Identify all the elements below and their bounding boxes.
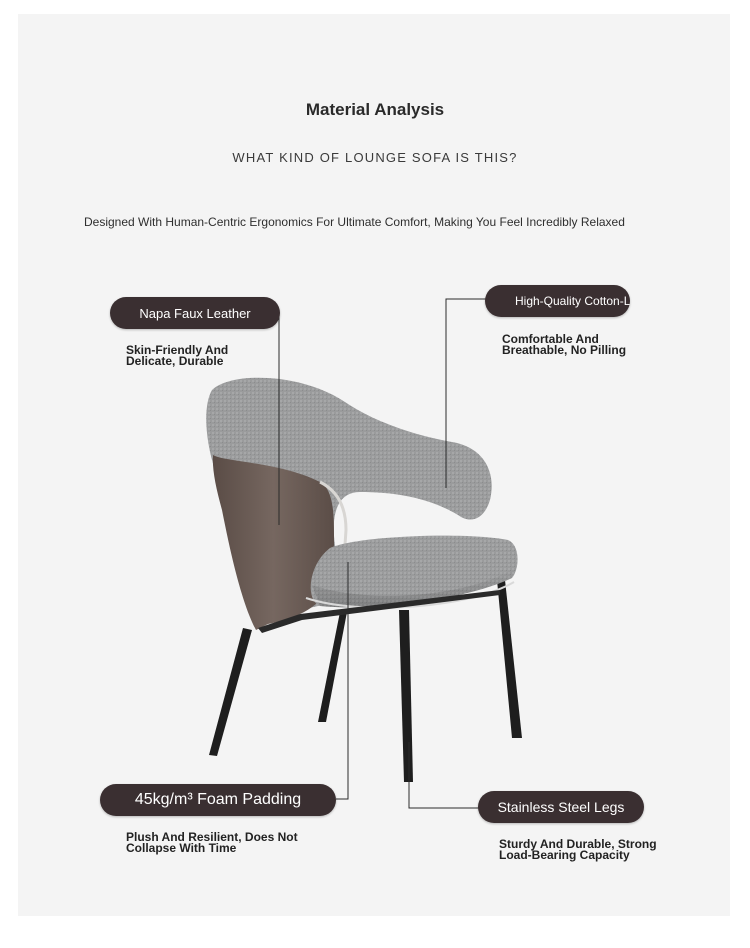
foam-label: 45kg/m³ Foam Padding bbox=[134, 791, 302, 808]
cotton-description: Comfortable And Breathable, No Pilling bbox=[502, 332, 627, 357]
leather-description: Skin-Friendly And Delicate, Durable bbox=[126, 343, 229, 368]
legs-description: Sturdy And Durable, Strong Load-Bearing Capacity bbox=[499, 837, 657, 862]
page-subtitle: WHAT KIND OF LOUNGE SOFA IS THIS? bbox=[232, 150, 518, 165]
cotton-label: High-Quality Cotton-L bbox=[515, 294, 630, 308]
leather-label-pill bbox=[110, 297, 280, 329]
leather-label: Napa Faux Leather bbox=[139, 305, 251, 321]
cotton-label-pill bbox=[485, 285, 630, 317]
foam-label-pill bbox=[100, 784, 336, 816]
front-legs bbox=[209, 610, 413, 782]
legs-label: Stainless Steel Legs bbox=[497, 799, 625, 815]
tagline: Designed With Human-Centric Ergonomics For Ultimate Comfort, Making You Feel Incredibly Relaxed bbox=[84, 215, 625, 229]
page-title: Material Analysis bbox=[305, 100, 445, 119]
foam-description: Plush And Resilient, Does Not Collapse With Time bbox=[126, 830, 298, 855]
chair-back-leather bbox=[213, 455, 334, 630]
legs-label-pill bbox=[478, 791, 644, 823]
